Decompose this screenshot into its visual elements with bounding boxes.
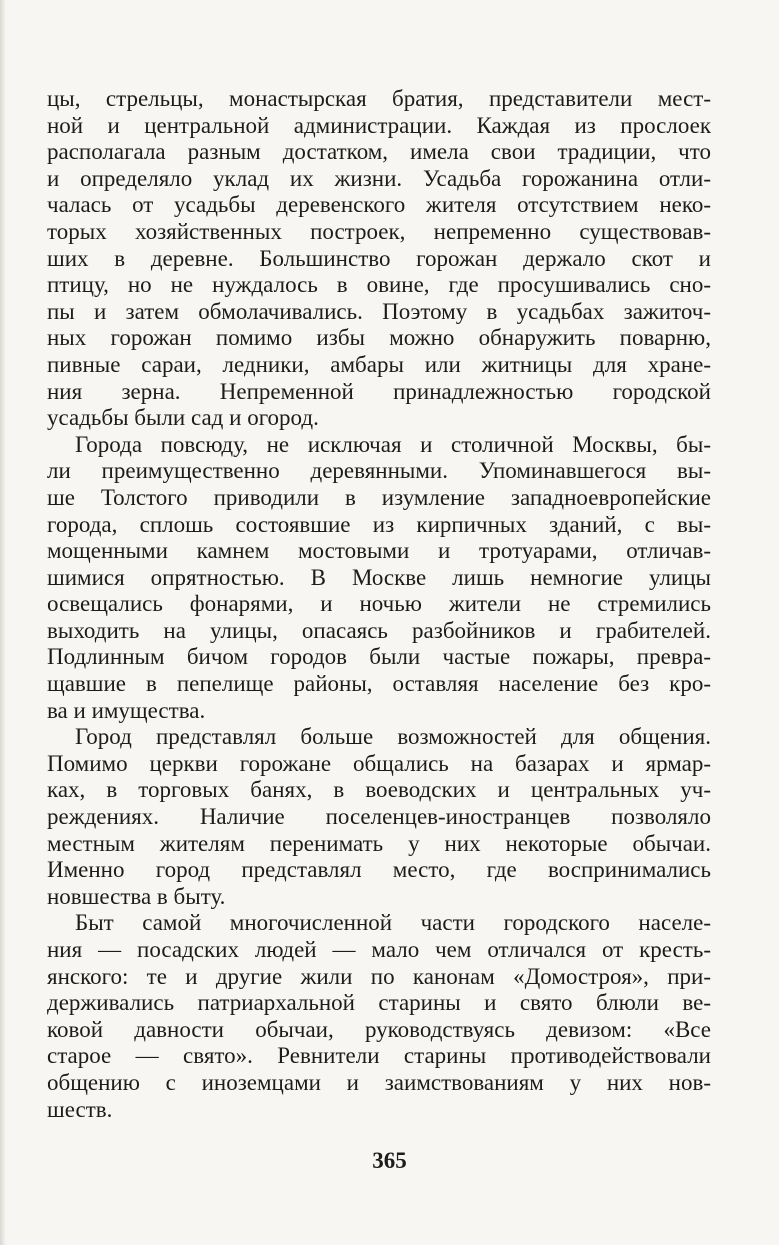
text-line: города, сплошь состоявшие из кирпичных зданий, с вы- bbox=[47, 511, 711, 537]
text-line: пы и затем обмолачивались. Поэтому в усадьбах зажиточ- bbox=[47, 298, 711, 324]
text-line: ках, в торговых банях, в воеводских и центральных уч- bbox=[47, 777, 711, 803]
text-line: ва и имущества. bbox=[47, 697, 206, 723]
text-line: Подлинным бичом городов были частые пожары, превра- bbox=[47, 644, 711, 670]
text-line: ния — посадских людей — мало чем отличался от кресть- bbox=[47, 937, 711, 962]
paragraph bbox=[47, 910, 711, 1123]
text-line: Город представлял больше возможностей для общения. bbox=[75, 724, 711, 750]
text-line: мощенными камнем мостовыми и тротуарами, отличав- bbox=[47, 538, 711, 564]
page-number: 365 bbox=[372, 1148, 407, 1173]
text-line: шеств. bbox=[47, 1096, 113, 1122]
text-line: шимися опрятностью. В Москве лишь немногие улицы bbox=[47, 564, 711, 590]
text-line: местным жителям перенимать у них некоторые обычаи. bbox=[47, 830, 711, 856]
text-line: торых хозяйственных построек, непременно существовав- bbox=[47, 218, 711, 244]
text-line: и определяло уклад их жизни. Усадьба горожанина отли- bbox=[47, 165, 711, 191]
text-line: ших в деревне. Большинство горожан держало скот и bbox=[47, 245, 711, 271]
text-line: новшества в быту. bbox=[47, 883, 226, 909]
text-line: Быт самой многочисленной части городского населе- bbox=[75, 910, 711, 936]
text-line: Именно город представлял место, где воспринимались bbox=[47, 857, 711, 883]
paragraph bbox=[47, 86, 711, 432]
text-line: выходить на улицы, опасаясь разбойников и грабителей. bbox=[47, 617, 711, 643]
page-edge-shadow bbox=[0, 0, 6, 1245]
text-line: располагала разным достатком, имела свои традиции, что bbox=[47, 139, 711, 165]
text-line: освещались фонарями, и ночью жители не стремились bbox=[47, 591, 711, 617]
text-line: держивались патриархальной старины и свято блюли ве- bbox=[47, 990, 711, 1016]
text-line: янского: те и другие жили по канонам «Домостроя», при- bbox=[47, 963, 711, 989]
text-line: Помимо церкви горожане общались на базарах и ярмар- bbox=[47, 750, 711, 776]
text-line: щавшие в пепелище районы, оставляя население без кро- bbox=[47, 671, 711, 697]
text-line: старое — свято». Ревнители старины противодействовали bbox=[47, 1043, 711, 1069]
text-line: ных горожан помимо избы можно обнаружить поварню, bbox=[47, 325, 711, 351]
text-line: реждениях. Наличие поселенцев-иностранцев позволяло bbox=[47, 804, 711, 830]
paragraph bbox=[47, 724, 711, 910]
text-line: ния зерна. Непременной принадлежностью городской bbox=[47, 378, 711, 404]
text-line: чалась от усадьбы деревенского жителя отсутствием неко- bbox=[47, 192, 711, 218]
text-line: общению с иноземцами и заимствованиям у них нов- bbox=[47, 1069, 711, 1095]
text-line: птицу, но не нуждалось в овине, где просушивались сно- bbox=[47, 272, 711, 298]
text-line: Города повсюду, не исключая и столичной Москвы, бы- bbox=[75, 431, 711, 457]
text-line: ковой давности обычаи, руководствуясь девизом: «Все bbox=[47, 1016, 711, 1042]
text-line: ли преимущественно деревянными. Упоминавшегося вы- bbox=[47, 458, 711, 484]
text-line: пивные сараи, ледники, амбары или житницы для хране- bbox=[47, 351, 711, 377]
text-line: ше Толстого приводили в изумление западноевропейские bbox=[47, 484, 711, 510]
text-line: цы, стрельцы, монастырская братия, представители мест- bbox=[47, 86, 711, 111]
paragraph bbox=[47, 432, 711, 725]
text-line: ной и центральной администрации. Каждая из прослоек bbox=[47, 112, 711, 138]
text-line: усадьбы были сад и огород. bbox=[47, 405, 319, 431]
body-text bbox=[47, 86, 711, 1123]
